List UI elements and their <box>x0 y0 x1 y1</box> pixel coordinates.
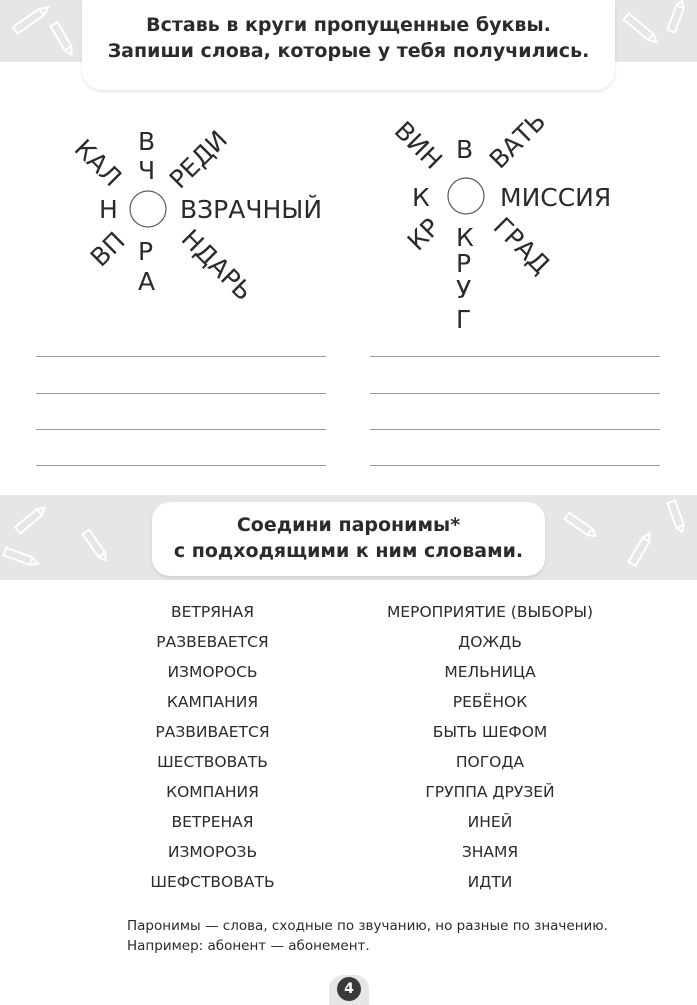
left-star-up-left: КАЛ <box>68 133 128 193</box>
left-word[interactable]: КОМПАНИЯ <box>166 783 259 801</box>
task2-title-line1: Соедини паронимы* <box>236 514 461 536</box>
right-star-bottom-2: У <box>456 275 472 304</box>
writing-line[interactable] <box>36 393 326 394</box>
writing-line[interactable] <box>36 429 326 430</box>
task2-title-line2: с подходящими к ним словами. <box>173 540 524 562</box>
writing-line[interactable] <box>370 393 660 394</box>
right-star-up-right: ВАТЬ <box>483 106 552 175</box>
right-star-down-right: ГРАД <box>487 211 556 280</box>
left-word-column <box>140 600 285 900</box>
right-star-bottom-3: Г <box>456 305 472 334</box>
left-star-top2: Ч <box>138 156 156 185</box>
word-stars-puzzle <box>0 0 697 340</box>
page-number: 4 <box>337 977 361 1001</box>
left-word[interactable]: РАЗВИВАЕТСЯ <box>155 723 270 741</box>
right-letter-circle[interactable] <box>448 178 484 214</box>
right-star-top: В <box>456 135 474 164</box>
right-star-left: К <box>412 183 430 212</box>
writing-line[interactable] <box>370 465 660 466</box>
writing-line[interactable] <box>36 465 326 466</box>
left-word[interactable]: ИЗМОРОСЬ <box>167 663 258 681</box>
writing-line[interactable] <box>370 429 660 430</box>
right-word[interactable]: МЕРОПРИЯТИЕ (ВЫБОРЫ) <box>386 603 594 621</box>
task2-title <box>152 502 545 576</box>
right-word[interactable]: ДОЖДЬ <box>458 633 522 651</box>
left-star-bottom2: А <box>138 267 156 296</box>
right-word[interactable]: ГРУППА ДРУЗЕЙ <box>425 783 555 801</box>
right-word[interactable]: ЗНАМЯ <box>461 843 519 861</box>
right-word[interactable]: РЕБЁНОК <box>452 693 528 711</box>
writing-line[interactable] <box>370 356 660 357</box>
left-word[interactable]: ВЕТРЯНАЯ <box>170 603 255 621</box>
footnote-line1: Паронимы — слова, сходные по звучанию, но разные по значению. <box>127 918 608 934</box>
left-word[interactable]: РАЗВЕВАЕТСЯ <box>156 633 269 651</box>
left-star-top: В <box>138 127 156 156</box>
right-word[interactable]: ИДТИ <box>467 873 513 891</box>
right-star-bottom-0: К <box>456 223 474 252</box>
left-star-down-right: НДАРЬ <box>175 223 259 307</box>
right-word-star <box>389 107 612 334</box>
footnote-line2: Например: абонент — абонемент. <box>127 938 370 954</box>
left-word[interactable]: ИЗМОРОЗЬ <box>167 843 258 861</box>
left-word[interactable]: ШЕСТВОВАТЬ <box>157 753 268 771</box>
right-word[interactable]: ИНЕЙ <box>467 813 513 831</box>
task1-title-line2: Запиши слова, которые у тебя получились. <box>107 40 590 62</box>
left-star-bottom: Р <box>138 237 154 266</box>
right-star-down-left: КР <box>401 212 446 257</box>
left-word[interactable]: КАМПАНИЯ <box>166 693 259 711</box>
right-word[interactable]: БЫТЬ ШЕФОМ <box>432 723 548 741</box>
left-star-left: Н <box>99 195 118 224</box>
right-word[interactable]: ПОГОДА <box>455 753 525 771</box>
left-star-right: ВЗРАЧНЫЙ <box>180 195 323 224</box>
left-star-down-left: ВП <box>84 226 131 273</box>
left-word[interactable]: ВЕТРЕНАЯ <box>171 813 254 831</box>
right-star-bottom-1: Р <box>456 249 472 278</box>
right-word[interactable]: МЕЛЬНИЦА <box>444 663 536 681</box>
task1-title-line1: Вставь в круги пропущенные буквы. <box>146 14 551 36</box>
left-word-star <box>69 125 322 306</box>
right-word-column <box>375 600 605 900</box>
right-star-up-left: ВИН <box>388 115 448 175</box>
right-star-right: МИССИЯ <box>500 183 612 212</box>
writing-line[interactable] <box>36 356 326 357</box>
left-letter-circle[interactable] <box>130 191 166 227</box>
footnote <box>127 916 608 956</box>
left-word[interactable]: ШЕФСТВОВАТЬ <box>150 873 275 891</box>
left-star-up-right: РЕДИ <box>163 124 234 195</box>
